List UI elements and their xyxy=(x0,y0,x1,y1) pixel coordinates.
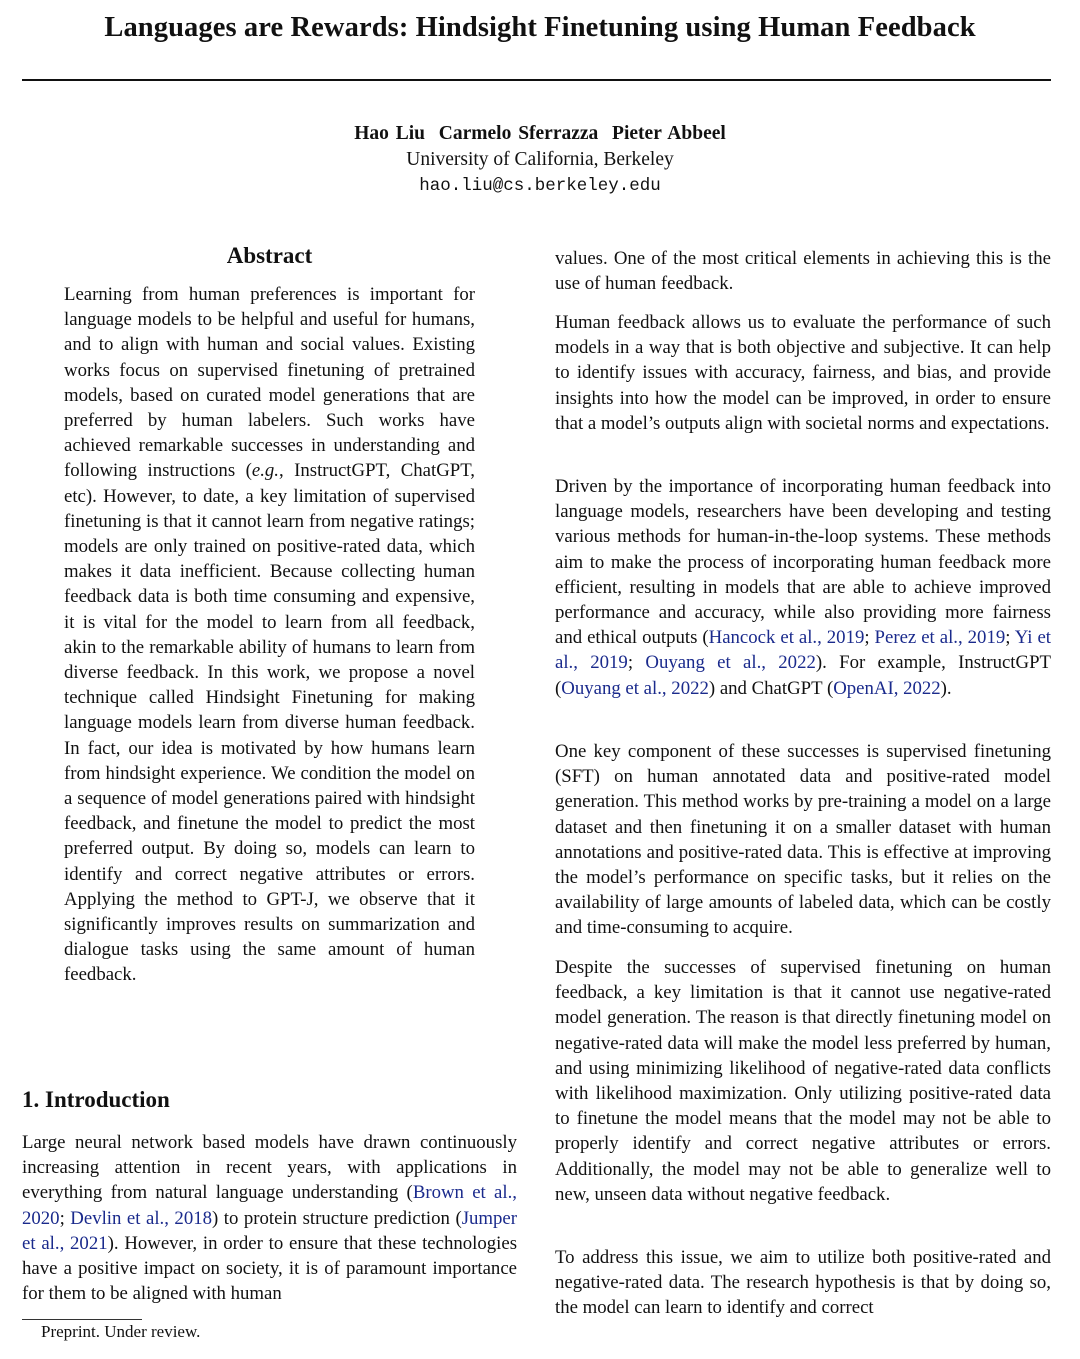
citation-link[interactable]: Ouyang et al., 2022 xyxy=(561,677,709,699)
footnote-rule xyxy=(22,1319,142,1320)
author-list: Hao Liu Carmelo Sferrazza Pieter Abbeel xyxy=(354,123,726,144)
citation-link[interactable]: Ouyang et al., 2022 xyxy=(645,652,816,674)
citation-link[interactable]: Brown et al., 2020 xyxy=(22,1182,517,1229)
paper-title: Languages are Rewards: Hindsight Finetuning using Human Feedback xyxy=(104,12,976,43)
intro-paragraph-2: Human feedback allows us to evaluate the performance of such models in a way that is both objective and subjective. It can help to identify issues with accuracy, fairness, and bias, and provide insights into how the model can be improved, in order to ensure that a model’s outputs align with societal norms and expectations. xyxy=(555,312,1051,434)
author-email[interactable]: hao.liu@cs.berkeley.edu xyxy=(419,176,661,196)
citation-link[interactable]: OpenAI, 2022 xyxy=(833,677,941,699)
title-rule xyxy=(22,79,1051,81)
citation-link[interactable]: Yi et al., 2019 xyxy=(555,627,1052,674)
citation-link[interactable]: Perez et al., 2019 xyxy=(874,627,1006,649)
intro-paragraph-6: To address this issue, we aim to utilize both positive-rated and negative-rated data. The research hypothesis is that by doing so, the model can learn to identify and correct xyxy=(555,1247,1051,1319)
footnote: Preprint. Under review. xyxy=(41,1322,201,1341)
intro-paragraph-5: Despite the successes of supervised finetuning on human feedback, a key limitation is that it cannot use negative-rated model generation. The reason is that directly finetuning model on negative-rated data will make the model less preferred by human, and using minimizing likelihood of negative-rated data conflicts with likelihood maximization. Only utilizing positive-rated data to finetune the model means that the model may not be able to properly identify and correct negative attributes or errors. Additionally, the model may not be able to generalize well to new, unseen data without negative feedback. xyxy=(555,957,1051,1205)
intro-paragraph-3: Driven by the importance of incorporating human feedback into language models, researchers have been developing and testing various methods for human-in-the-loop systems. These methods aim to make the process of incorporating human feedback more efficient, resulting in models that are able to achieve improved performance and accuracy, while also providing more fairness and ethical outputs (Hancock et al., 2019; Perez et al., 2019; Yi et al., 2019; Ouyang et al., 2022). For example, InstructGPT (Ouyang et al., 2022) and ChatGPT (OpenAI, 2022). xyxy=(555,476,1052,699)
citation-link[interactable]: Devlin et al., 2018 xyxy=(70,1207,212,1229)
affiliation: University of California, Berkeley xyxy=(406,149,674,170)
citation-link[interactable]: Hancock et al., 2019 xyxy=(708,627,865,649)
abstract-text: Learning from human preferences is important for language models to be helpful and useful for humans, and to align with human and social values. Existing works focus on supervised finetuning of pretrained models, based on curated model generations that are preferred by human labelers. Such works have achieved remarkable successes in understanding and following instructions (e.g., InstructGPT, ChatGPT, etc). However, to date, a key limitation of supervised finetuning is that it cannot learn from negative ratings; models are only trained on positive-rated data, which makes it data inefficient. Because collecting human feedback data is both time consuming and expensive, it is vital for the model to learn from all feedback, akin to the remarkable ability of humans to learn from diverse feedback. In this work, we propose a novel technique called Hindsight Finetuning for making language models learn from diverse human feedback. In fact, our idea is motivated by how humans learn from hindsight experience. We condition the model on a sequence of model generations paired with hindsight feedback, and finetune the model to predict the most preferred output. By doing so, models can learn to identify and correct negative attributes or errors. Applying the method to GPT-J, we observe that it significantly improves results on summarization and dialogue tasks using the same amount of human feedback. xyxy=(64,284,475,986)
introduction-heading: 1. Introduction xyxy=(22,1087,170,1112)
intro-paragraph-1-continued: values. One of the most critical elements in achieving this is the use of human feedback. xyxy=(555,248,1051,295)
citation-link[interactable]: Jumper et al., 2021 xyxy=(22,1207,517,1254)
abstract-heading: Abstract xyxy=(226,243,313,268)
intro-paragraph-4: One key component of these successes is supervised finetuning (SFT) on human annotated data and positive-rated model generation. This method works by pre-training a model on a large dataset and then finetuning it on a smaller dataset with human annotations and positive-rated data. This is effective at improving the model’s performance on specific tasks, but it relies on the availability of large amounts of labeled data, which can be costly and time-consuming to acquire. xyxy=(555,741,1051,939)
intro-paragraph-1: Large neural network based models have drawn continuously increasing attention in recent years, with applications in everything from natural language understanding (Brown et al., 2020; Devlin et al., 2018) to protein structure prediction (Jumper et al., 2021). However, in order to ensure that these technologies have a positive impact on society, it is of paramount importance for them to be aligned with human xyxy=(22,1132,518,1305)
